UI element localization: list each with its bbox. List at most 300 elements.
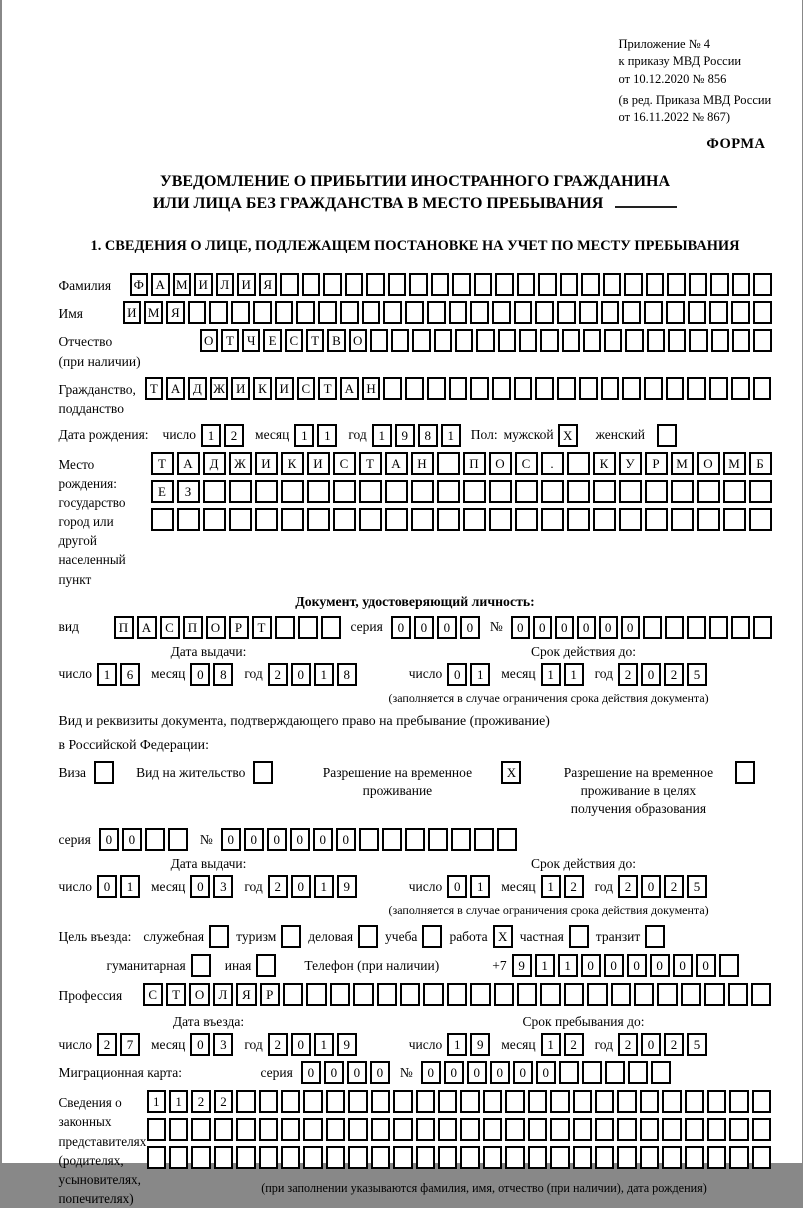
form-cell[interactable]: Т [359,452,382,475]
form-cell[interactable] [707,1146,726,1169]
form-cell[interactable] [422,925,442,948]
form-cell[interactable]: С [143,983,163,1006]
form-cell[interactable] [681,983,701,1006]
form-cell[interactable]: 3 [213,875,233,898]
form-cell[interactable]: Д [203,452,226,475]
form-cell[interactable] [470,377,489,400]
form-cell[interactable]: 0 [291,875,311,898]
form-cell[interactable] [371,1118,390,1141]
form-cell[interactable] [541,480,564,503]
form-cell[interactable]: 8 [213,663,233,686]
form-cell[interactable] [719,954,739,977]
form-cell[interactable] [280,273,299,296]
form-cell[interactable]: 2 [224,424,244,447]
form-cell[interactable] [405,828,425,851]
form-cell[interactable] [640,1146,659,1169]
form-cell[interactable] [275,616,295,639]
form-cell[interactable] [434,329,452,352]
form-cell[interactable]: 1 [541,663,561,686]
form-cell[interactable] [259,1090,278,1113]
form-cell[interactable]: М [671,452,694,475]
form-cell[interactable] [438,1118,457,1141]
form-cell[interactable]: А [340,377,359,400]
form-cell[interactable]: Я [259,273,278,296]
form-cell[interactable]: 2 [618,663,638,686]
form-cell[interactable]: 2 [214,1090,233,1113]
form-cell[interactable] [595,1090,614,1113]
form-cell[interactable] [281,1146,300,1169]
form-cell[interactable] [452,273,471,296]
form-cell[interactable]: О [189,983,209,1006]
form-cell[interactable] [704,983,724,1006]
form-cell[interactable] [644,301,663,324]
form-cell[interactable]: С [297,377,316,400]
form-cell[interactable] [645,925,665,948]
form-cell[interactable] [619,480,642,503]
form-cell[interactable] [494,983,514,1006]
form-cell[interactable] [236,1146,255,1169]
form-cell[interactable] [505,1146,524,1169]
form-cell[interactable]: У [619,452,642,475]
form-cell[interactable] [498,329,516,352]
form-cell[interactable] [617,1118,636,1141]
form-cell[interactable]: А [385,452,408,475]
form-cell[interactable] [710,273,729,296]
form-cell[interactable] [438,1090,457,1113]
form-cell[interactable] [151,508,174,531]
form-cell[interactable]: 0 [291,1033,311,1056]
form-cell[interactable]: О [200,329,218,352]
form-cell[interactable] [583,329,601,352]
form-cell[interactable]: 0 [490,1061,510,1084]
form-cell[interactable]: 9 [470,1033,490,1056]
form-cell[interactable]: 0 [696,954,716,977]
form-cell[interactable] [538,273,557,296]
form-cell[interactable]: 1 [541,1033,561,1056]
form-cell[interactable] [622,301,641,324]
form-cell[interactable]: Т [221,329,239,352]
form-cell[interactable]: 1 [558,954,578,977]
form-cell[interactable] [169,1146,188,1169]
form-cell[interactable]: А [137,616,157,639]
form-cell[interactable] [169,1118,188,1141]
form-cell[interactable] [405,301,424,324]
form-cell[interactable] [460,1146,479,1169]
form-cell[interactable] [567,452,590,475]
form-cell[interactable]: А [177,452,200,475]
form-cell[interactable]: Ж [229,452,252,475]
form-cell[interactable]: 9 [337,1033,357,1056]
form-cell[interactable]: 0 [673,954,693,977]
form-cell[interactable] [567,480,590,503]
form-cell[interactable] [753,616,772,639]
form-cell[interactable] [370,329,388,352]
form-cell[interactable]: А [151,273,170,296]
form-cell[interactable] [391,329,409,352]
form-cell[interactable] [191,954,211,977]
form-cell[interactable] [497,828,517,851]
form-cell[interactable] [687,616,706,639]
form-cell[interactable]: Т [306,329,324,352]
form-cell[interactable] [749,508,772,531]
form-cell[interactable] [647,329,665,352]
form-cell[interactable] [438,1146,457,1169]
form-cell[interactable] [573,1118,592,1141]
form-cell[interactable] [437,452,460,475]
form-cell[interactable] [569,925,589,948]
form-cell[interactable] [323,273,342,296]
form-cell[interactable] [281,925,301,948]
form-cell[interactable]: 0 [313,828,333,851]
form-cell[interactable] [624,273,643,296]
form-cell[interactable] [214,1118,233,1141]
form-cell[interactable] [753,273,772,296]
form-cell[interactable] [348,1146,367,1169]
form-cell[interactable] [651,1061,671,1084]
form-cell[interactable] [540,983,560,1006]
form-cell[interactable] [483,1090,502,1113]
form-cell[interactable]: И [231,377,250,400]
form-cell[interactable]: 0 [190,663,210,686]
form-cell[interactable] [640,1090,659,1113]
form-cell[interactable]: 1 [169,1090,188,1113]
form-cell[interactable] [519,329,537,352]
form-cell[interactable]: 2 [618,1033,638,1056]
form-cell[interactable] [359,508,382,531]
form-cell[interactable]: 0 [391,616,411,639]
form-cell[interactable] [749,480,772,503]
form-cell[interactable] [303,1118,322,1141]
form-cell[interactable]: 1 [294,424,314,447]
form-cell[interactable]: 2 [268,1033,288,1056]
form-cell[interactable]: Р [229,616,249,639]
form-cell[interactable] [385,508,408,531]
form-cell[interactable]: Ф [130,273,149,296]
form-cell[interactable] [557,377,576,400]
form-cell[interactable] [353,983,373,1006]
form-cell[interactable]: К [593,452,616,475]
form-cell[interactable] [528,1118,547,1141]
form-cell[interactable]: Р [260,983,280,1006]
form-cell[interactable]: Ч [242,329,260,352]
form-cell[interactable]: 0 [347,1061,367,1084]
form-cell[interactable] [326,1090,345,1113]
form-cell[interactable] [209,301,228,324]
form-cell[interactable] [412,329,430,352]
form-cell[interactable] [236,1118,255,1141]
form-cell[interactable] [476,329,494,352]
form-cell[interactable] [296,301,315,324]
form-cell[interactable]: 1 [564,663,584,686]
form-cell[interactable] [689,273,708,296]
form-cell[interactable] [646,273,665,296]
form-cell[interactable]: 1 [317,424,337,447]
form-cell[interactable]: 1 [470,663,490,686]
form-cell[interactable] [729,1146,748,1169]
form-cell[interactable] [709,301,728,324]
form-cell[interactable]: 2 [564,875,584,898]
form-cell[interactable] [333,508,356,531]
form-cell[interactable]: 0 [267,828,287,851]
form-cell[interactable]: 2 [564,1033,584,1056]
form-cell[interactable] [302,273,321,296]
form-cell[interactable] [505,1118,524,1141]
form-cell[interactable]: М [173,273,192,296]
form-cell[interactable] [326,1118,345,1141]
form-cell[interactable] [168,828,188,851]
form-cell[interactable] [427,301,446,324]
form-cell[interactable] [687,377,706,400]
form-cell[interactable]: 0 [414,616,434,639]
form-cell[interactable] [191,1118,210,1141]
form-cell[interactable] [388,273,407,296]
form-cell[interactable] [393,1090,412,1113]
form-cell[interactable]: 0 [291,663,311,686]
form-cell[interactable]: 0 [221,828,241,851]
form-cell[interactable] [463,508,486,531]
form-cell[interactable]: Д [188,377,207,400]
form-cell[interactable] [541,508,564,531]
form-cell[interactable] [643,616,662,639]
form-cell[interactable]: 0 [621,616,640,639]
form-cell[interactable] [214,1146,233,1169]
form-cell[interactable] [665,616,684,639]
form-cell[interactable]: X [558,424,578,447]
form-cell[interactable] [489,480,512,503]
form-cell[interactable] [385,480,408,503]
form-cell[interactable]: О [489,452,512,475]
form-cell[interactable]: 6 [120,663,140,686]
form-cell[interactable] [229,508,252,531]
form-cell[interactable] [451,828,471,851]
form-cell[interactable] [697,480,720,503]
form-cell[interactable] [371,1090,390,1113]
form-cell[interactable]: 1 [201,424,221,447]
form-cell[interactable]: И [237,273,256,296]
form-cell[interactable] [281,480,304,503]
form-cell[interactable] [145,828,165,851]
form-cell[interactable]: X [493,925,513,948]
form-cell[interactable]: 5 [687,663,707,686]
form-cell[interactable] [729,1118,748,1141]
form-cell[interactable] [685,1118,704,1141]
form-cell[interactable] [281,508,304,531]
form-cell[interactable] [628,1061,648,1084]
form-cell[interactable] [688,301,707,324]
form-cell[interactable] [657,424,677,447]
form-cell[interactable] [306,983,326,1006]
form-cell[interactable] [605,1061,625,1084]
form-cell[interactable] [307,480,330,503]
form-cell[interactable]: 2 [268,663,288,686]
form-cell[interactable] [752,1146,771,1169]
form-cell[interactable] [330,983,350,1006]
form-cell[interactable] [383,301,402,324]
form-cell[interactable] [657,983,677,1006]
form-cell[interactable] [662,1146,681,1169]
form-cell[interactable] [751,983,771,1006]
form-cell[interactable] [685,1146,704,1169]
form-cell[interactable] [732,329,750,352]
form-cell[interactable]: 1 [314,1033,334,1056]
form-cell[interactable] [303,1146,322,1169]
form-cell[interactable] [431,273,450,296]
form-cell[interactable]: 0 [301,1061,321,1084]
form-cell[interactable] [437,508,460,531]
form-cell[interactable] [579,301,598,324]
form-cell[interactable]: 2 [664,875,684,898]
form-cell[interactable] [595,1146,614,1169]
form-cell[interactable] [455,329,473,352]
form-cell[interactable]: Ж [210,377,229,400]
form-cell[interactable] [359,828,379,851]
form-cell[interactable]: 1 [147,1090,166,1113]
form-cell[interactable] [668,329,686,352]
form-cell[interactable]: Н [362,377,381,400]
form-cell[interactable] [709,377,728,400]
form-cell[interactable]: 0 [421,1061,441,1084]
form-cell[interactable]: Т [318,377,337,400]
form-cell[interactable] [753,329,771,352]
form-cell[interactable]: 1 [314,875,334,898]
form-cell[interactable] [645,508,668,531]
form-cell[interactable] [283,983,303,1006]
form-cell[interactable] [358,925,378,948]
form-cell[interactable] [671,480,694,503]
form-cell[interactable] [557,301,576,324]
form-cell[interactable] [731,616,750,639]
form-cell[interactable] [514,377,533,400]
form-cell[interactable]: 2 [618,875,638,898]
form-cell[interactable] [470,301,489,324]
form-cell[interactable] [231,301,250,324]
form-cell[interactable] [723,480,746,503]
form-cell[interactable] [640,1118,659,1141]
form-cell[interactable]: О [697,452,720,475]
form-cell[interactable] [460,1118,479,1141]
form-cell[interactable] [94,761,114,784]
form-cell[interactable] [625,329,643,352]
form-cell[interactable] [603,273,622,296]
form-cell[interactable]: Т [252,616,272,639]
form-cell[interactable] [256,954,276,977]
form-cell[interactable]: 0 [581,954,601,977]
form-cell[interactable]: 2 [268,875,288,898]
form-cell[interactable] [255,480,278,503]
form-cell[interactable] [514,301,533,324]
form-cell[interactable]: И [275,377,294,400]
form-cell[interactable] [253,761,273,784]
form-cell[interactable] [729,1090,748,1113]
form-cell[interactable] [752,1118,771,1141]
form-cell[interactable] [505,1090,524,1113]
form-cell[interactable]: Е [151,480,174,503]
form-cell[interactable] [617,1090,636,1113]
form-cell[interactable] [644,377,663,400]
form-cell[interactable] [735,761,755,784]
form-cell[interactable] [362,301,381,324]
form-cell[interactable] [366,273,385,296]
form-cell[interactable] [340,301,359,324]
form-cell[interactable]: Б [749,452,772,475]
form-cell[interactable]: 1 [120,875,140,898]
form-cell[interactable]: 0 [290,828,310,851]
form-cell[interactable] [348,1118,367,1141]
form-cell[interactable] [371,1146,390,1169]
form-cell[interactable] [731,377,750,400]
form-cell[interactable]: Л [216,273,235,296]
form-cell[interactable] [177,508,200,531]
form-cell[interactable] [259,1118,278,1141]
form-cell[interactable] [416,1118,435,1141]
form-cell[interactable]: 2 [97,1033,117,1056]
form-cell[interactable]: С [160,616,180,639]
form-cell[interactable] [689,329,707,352]
form-cell[interactable] [147,1146,166,1169]
form-cell[interactable] [281,1118,300,1141]
form-cell[interactable]: 3 [213,1033,233,1056]
form-cell[interactable] [326,1146,345,1169]
form-cell[interactable] [463,480,486,503]
form-cell[interactable]: 1 [535,954,555,977]
form-cell[interactable] [517,273,536,296]
form-cell[interactable] [191,1146,210,1169]
form-cell[interactable]: 5 [687,875,707,898]
form-cell[interactable] [492,301,511,324]
form-cell[interactable]: Т [166,983,186,1006]
form-cell[interactable] [535,301,554,324]
form-cell[interactable]: 7 [120,1033,140,1056]
form-cell[interactable]: 0 [536,1061,556,1084]
form-cell[interactable] [550,1090,569,1113]
form-cell[interactable] [411,480,434,503]
form-cell[interactable] [382,828,402,851]
form-cell[interactable]: 1 [97,663,117,686]
form-cell[interactable]: 1 [447,1033,467,1056]
form-cell[interactable] [515,480,538,503]
form-cell[interactable] [470,983,490,1006]
form-cell[interactable] [423,983,443,1006]
form-cell[interactable]: Р [645,452,668,475]
form-cell[interactable]: 8 [337,663,357,686]
form-cell[interactable]: 9 [337,875,357,898]
form-cell[interactable] [483,1118,502,1141]
form-cell[interactable]: 0 [99,828,119,851]
form-cell[interactable] [416,1146,435,1169]
form-cell[interactable] [449,301,468,324]
form-cell[interactable] [601,301,620,324]
form-cell[interactable]: 0 [190,1033,210,1056]
form-cell[interactable] [752,1090,771,1113]
form-cell[interactable] [535,377,554,400]
form-cell[interactable] [411,508,434,531]
form-cell[interactable]: X [501,761,521,784]
form-cell[interactable]: С [333,452,356,475]
form-cell[interactable] [321,616,341,639]
form-cell[interactable] [236,1090,255,1113]
form-cell[interactable]: Я [166,301,185,324]
form-cell[interactable] [560,273,579,296]
form-cell[interactable] [393,1146,412,1169]
form-cell[interactable]: 0 [97,875,117,898]
form-cell[interactable] [383,377,402,400]
form-cell[interactable] [697,508,720,531]
form-cell[interactable] [619,508,642,531]
form-cell[interactable] [253,301,272,324]
form-cell[interactable] [449,377,468,400]
form-cell[interactable] [495,273,514,296]
form-cell[interactable] [348,1090,367,1113]
